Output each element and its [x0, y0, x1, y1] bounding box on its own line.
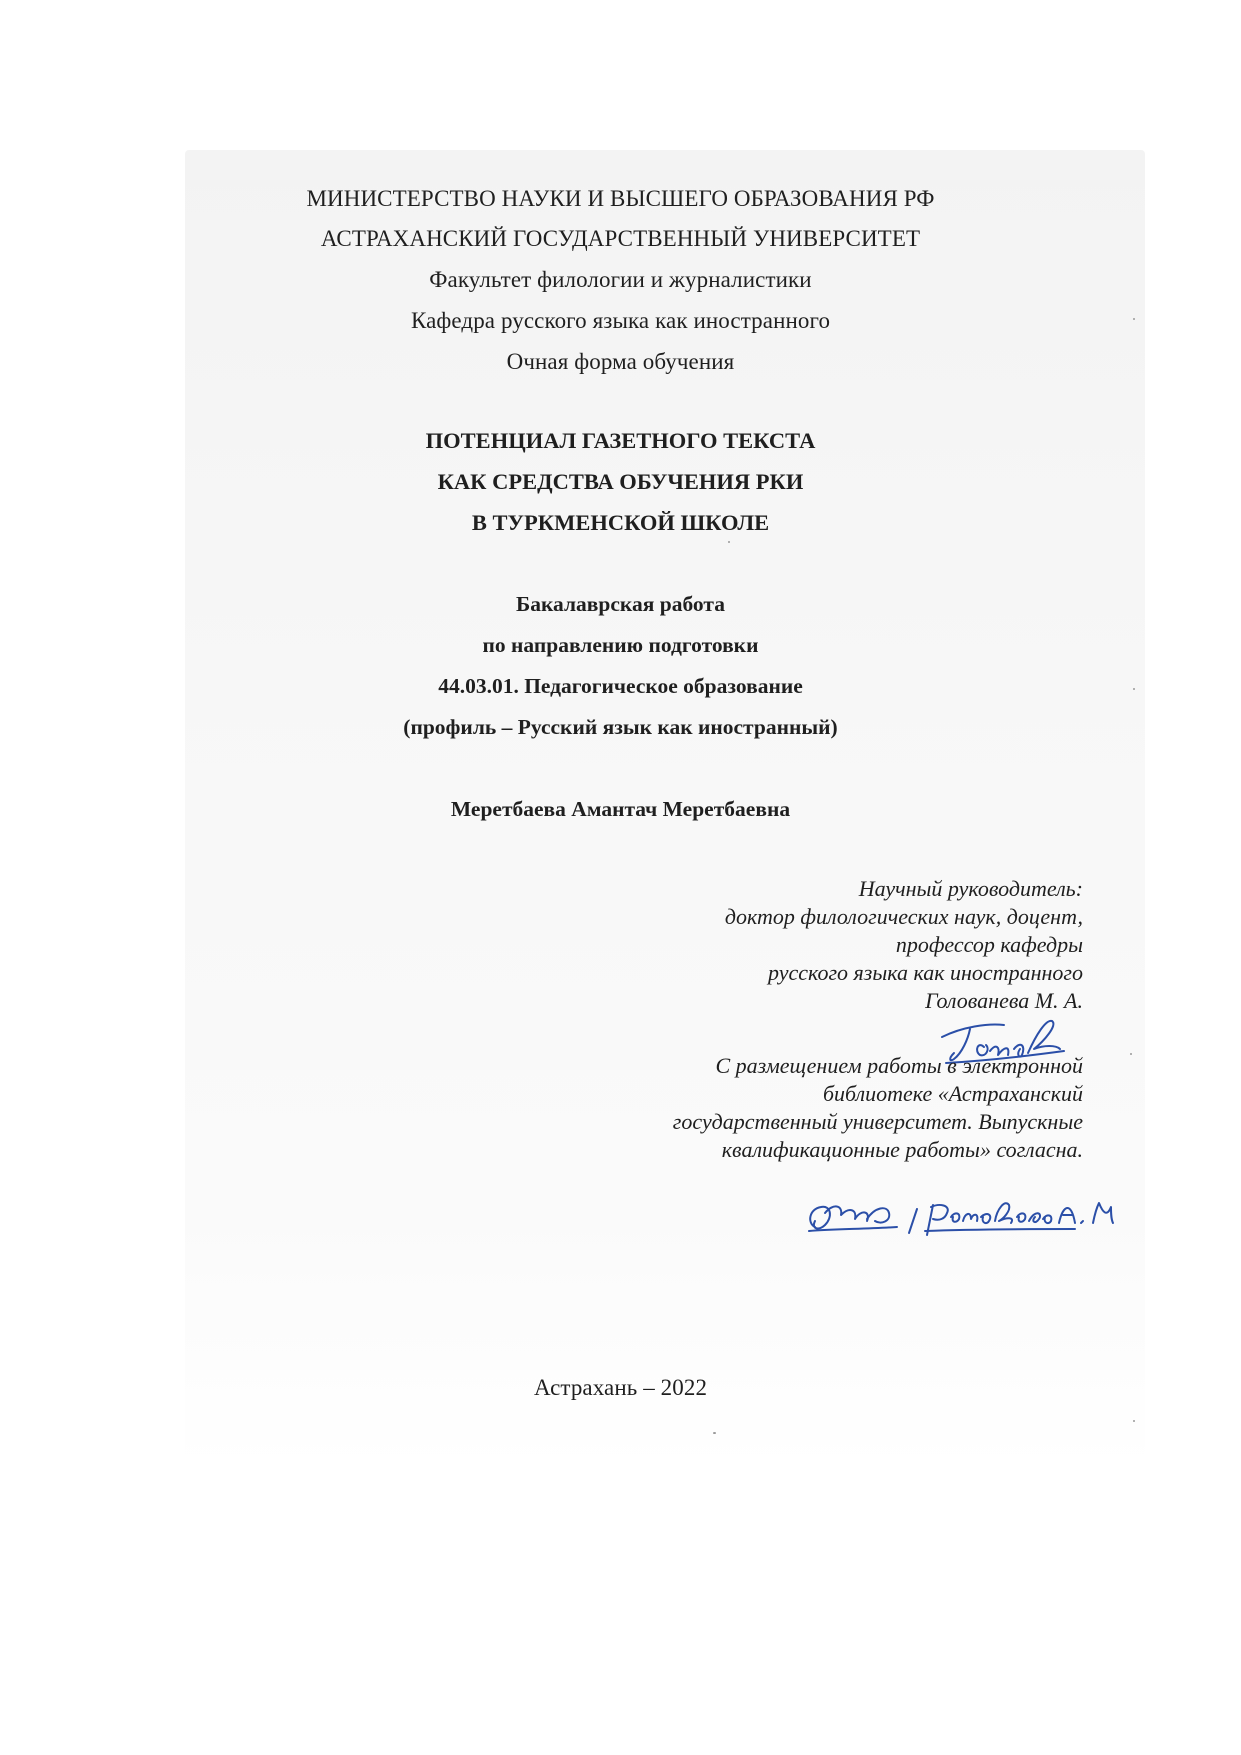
- thesis-title-line-1: ПОТЕНЦИАЛ ГАЗЕТНОГО ТЕКСТА: [425, 428, 816, 453]
- ministry-line: МИНИСТЕРСТВО НАУКИ И ВЫСШЕГО ОБРАЗОВАНИЯ РФ: [306, 186, 935, 211]
- consent-line-2: библиотеке «Астраханский: [822, 1081, 1083, 1106]
- scan-speck: [1133, 688, 1135, 690]
- scan-speck: [1130, 1053, 1132, 1055]
- direction-code: 44.03.01. Педагогическое образование: [438, 674, 803, 698]
- student-signature: [805, 1183, 1145, 1255]
- supervisor-degree: доктор филологических наук, доцент,: [724, 904, 1083, 929]
- direction-label: по направлению подготовки: [482, 633, 759, 657]
- supervisor-position: профессор кафедры: [895, 932, 1083, 957]
- study-form-line: Очная форма обучения: [506, 349, 735, 374]
- scan-speck: [1133, 1420, 1135, 1422]
- supervisor-label: Научный руководитель:: [858, 876, 1083, 901]
- thesis-title-line-3: В ТУРКМЕНСКОЙ ШКОЛЕ: [471, 510, 770, 535]
- thesis-title-line-2: КАК СРЕДСТВА ОБУЧЕНИЯ РКИ: [437, 469, 804, 494]
- profile-line: (профиль – Русский язык как иностранный): [403, 715, 838, 739]
- city-year: Астрахань – 2022: [533, 1375, 708, 1400]
- university-line: АСТРАХАНСКИЙ ГОСУДАРСТВЕННЫЙ УНИВЕРСИТЕТ: [320, 226, 921, 251]
- work-type: Бакалаврская работа: [516, 592, 725, 616]
- department-line: Кафедра русского языка как иностранного: [410, 308, 831, 333]
- scan-speck: [713, 1432, 716, 1434]
- author-name: Меретбаева Амантач Меретбаевна: [450, 797, 791, 821]
- supervisor-name: Голованева М. А.: [925, 988, 1083, 1013]
- consent-line-3: государственный университет. Выпускные: [672, 1109, 1083, 1134]
- scan-speck: [1133, 318, 1135, 320]
- consent-line-4: квалификационные работы» согласна.: [721, 1137, 1083, 1162]
- consent-line-1: С размещением работы в электронной: [715, 1053, 1083, 1078]
- supervisor-department: русского языка как иностранного: [767, 960, 1083, 985]
- scan-speck: [728, 541, 730, 543]
- faculty-line: Факультет филологии и журналистики: [429, 267, 812, 292]
